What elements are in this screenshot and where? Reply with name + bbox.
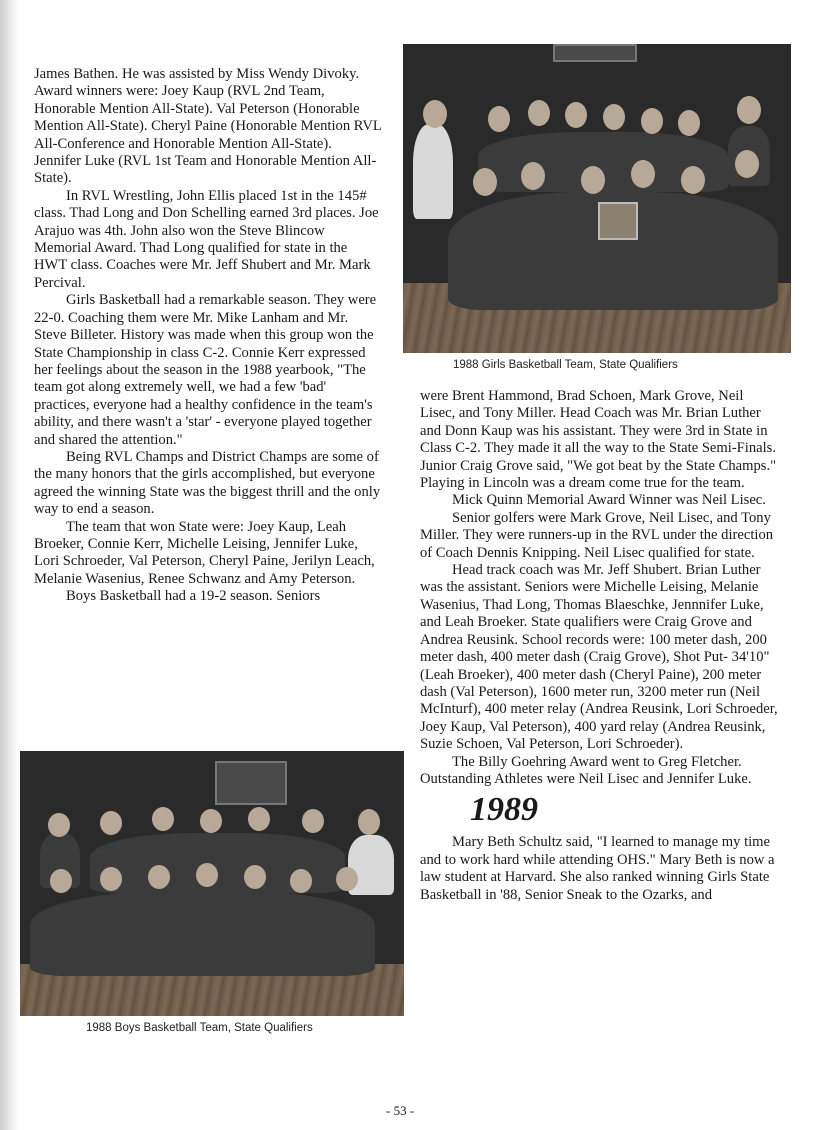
player-head (196, 863, 218, 887)
page-edge-shadow (0, 0, 18, 1130)
player-head (678, 110, 700, 136)
player-head (148, 865, 170, 889)
player-head (290, 869, 312, 893)
trophy-plaque (598, 202, 638, 240)
paragraph: Mary Beth Schultz said, "I learned to manage my time and to work hard while attending OHS." Mary Beth is now a law student at Harvard. She also ranked winning Girls State Basketball in '88, Senior Sneak to the Ozarks, and (420, 834, 775, 903)
paragraph: James Bathen. He was assisted by Miss Wendy Divoky. Award winners were: Joey Kaup (RVL 2nd Team, Honorable Mention All-State). Val Peterson (Honorable Mention All-State). Cheryl Paine (Honorable Mention RVL All-Conference and Honorable Mention All-State). Jennifer Luke (RVL 1st Team and Honorable Mention All-State). (34, 66, 382, 187)
player-head (152, 807, 174, 831)
paragraph: Girls Basketball had a remarkable season. They were 22-0. Coaching them were Mr. Mike Lanham and Mr. Steve Billeter. History was made when this group won the State Championship in class C-2. Connie Kerr expressed her feelings about the season in the 1988 yearbook, "The team got along extremely well, we had a few 'bad' practices, everyone had a healthy confidence in the team's ability, and there wasn't a 'star' - everyone played together and shared the attention." (34, 292, 377, 448)
year-heading-1989: 1989 (470, 791, 538, 829)
paragraph: Boys Basketball had a 19-2 season. Seniors (66, 588, 321, 605)
right-text-column (420, 388, 778, 904)
photo-caption-girls: 1988 Girls Basketball Team, State Qualifiers (453, 359, 678, 371)
coach-head-right (737, 96, 761, 124)
player-head (244, 865, 266, 889)
player-head (248, 807, 270, 831)
player-head (488, 106, 510, 132)
player-head (200, 809, 222, 833)
player-head (735, 150, 759, 178)
coach-head-right (358, 809, 380, 835)
player-head (473, 168, 497, 196)
paragraph: were Brent Hammond, Brad Schoen, Mark Grove, Neil Lisec, and Tony Miller. Head Coach was Mr. Brian Luther and Donn Kaup was his assistant. They were 3rd in State in Class C-2. They made it all the way to the State Semi-Finals. Junior Craig Grove said, "We got beat by the State Champs." Playing in Lincoln was a dream come true for the team. (420, 388, 777, 492)
player-head (50, 869, 72, 893)
coach-head-left (423, 100, 447, 128)
player-head (603, 104, 625, 130)
coach-head-left (48, 813, 70, 837)
paragraph: Senior golfers were Mark Grove, Neil Lisec, and Tony Miller. They were runners-up in the RVL under the direction of Coach Dennis Knipping. Neil Lisec qualified for state. (420, 509, 774, 561)
player-head (528, 100, 550, 126)
player-head (336, 867, 358, 891)
paragraph: The team that won State were: Joey Kaup, Leah Broeker, Connie Kerr, Michelle Leising, Jennifer Luke, Lori Schroeder, Val Peterson, Cheryl Paine, Jerilyn Leach, Melanie Wasenius, Renee Schwanz and Amy Peterson. (34, 518, 375, 587)
gym-wall-sign (553, 44, 637, 62)
gym-scoreboard (215, 761, 287, 805)
paragraph: In RVL Wrestling, John Ellis placed 1st in the 145# class. Thad Long and Don Schelling earned 3rd places. Joe Arajuo was 4th. John also won the Steve Blincow Memorial Award. Thad Long qualified for state in the HWT class. Coaches were Mr. Jeff Shubert and Mr. Mark Percival. (34, 187, 379, 291)
boys-basketball-team-photo (20, 751, 404, 1016)
player-head (631, 160, 655, 188)
player-head (302, 809, 324, 833)
left-text-column (34, 66, 382, 606)
player-front-row (30, 891, 375, 976)
paragraph: Being RVL Champs and District Champs are some of the many honors that the girls accomplished, but everyone agreed the winning State was the biggest thrill and the only way to end a season. (34, 448, 381, 518)
paragraph: Mick Quinn Memorial Award Winner was Neil Lisec. (452, 492, 766, 509)
player-head (100, 811, 122, 835)
coach-figure-left (413, 124, 453, 219)
player-head (581, 166, 605, 194)
player-head (521, 162, 545, 190)
girls-basketball-team-photo (403, 44, 791, 353)
page-number: - 53 - (386, 1103, 415, 1118)
player-head (641, 108, 663, 134)
photo-caption-boys: 1988 Boys Basketball Team, State Qualifiers (86, 1022, 313, 1034)
player-head (681, 166, 705, 194)
paragraph: The Billy Goehring Award went to Greg Fletcher. Outstanding Athletes were Neil Lisec and Jennifer Luke. (420, 753, 752, 787)
player-head (565, 102, 587, 128)
paragraph: Head track coach was Mr. Jeff Shubert. Brian Luther was the assistant. Seniors were Michelle Leising, Melanie Wasenius, Thad Long, Thomas Blaeschke, Jennnifer Luke, and Leah Broeker. State qualifiers were Craig Grove and Andrea Reusink. School records were: 100 meter dash, 200 meter dash, 400 meter dash (Craig Grove), Shot Put- 34'10" (Leah Broeker), 400 meter dash (Cheryl Paine), 200 meter dash (Val Peterson), 1600 meter run, 3200 meter run (Neil McInturf), 400 meter relay (Andrea Reusink, Lori Schroeder, Joey Kaup, Val Peterson), 400 yard relay (Andrea Reusink, Suzie Schoen, Val Peterson, Lori Schroeder). (420, 562, 778, 753)
player-head (100, 867, 122, 891)
